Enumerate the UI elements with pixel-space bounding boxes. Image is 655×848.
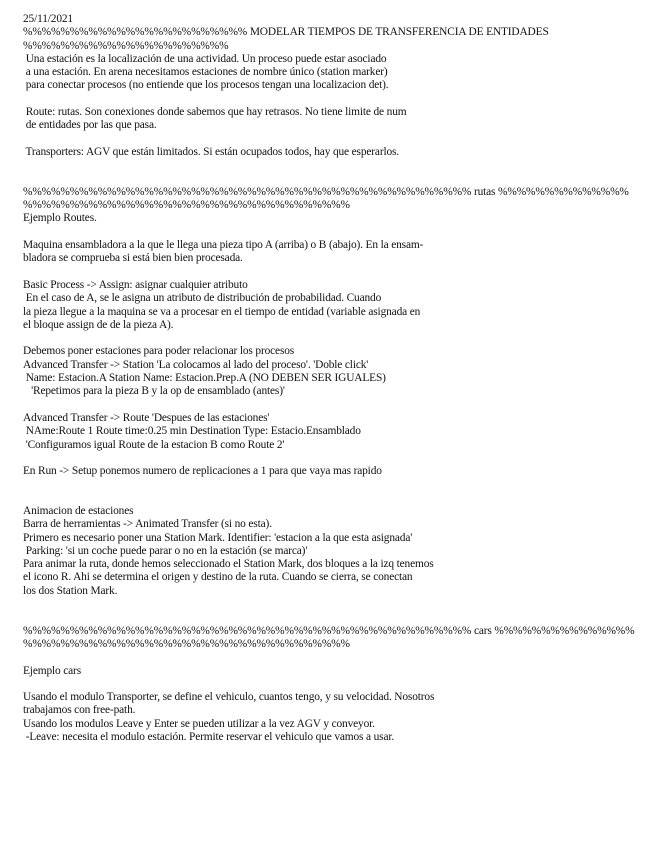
text-line: %%%%%%%%%%%%%%%%%%%%%%%% MODELAR TIEMPOS DE TRANSFERENCIA DE ENTIDADES bbox=[23, 26, 549, 39]
text-line: Parking: 'si un coche puede parar o no en la estación (se marca)' bbox=[23, 544, 308, 557]
text-line: %%%%%%%%%%%%%%%%%%%%%%%%%%%%%%%%%%% bbox=[23, 637, 350, 650]
blank-line bbox=[23, 173, 648, 186]
blank-line bbox=[23, 133, 648, 146]
blank-line bbox=[23, 651, 648, 664]
text-line: Para animar la ruta, donde hemos seleccionado el Station Mark, dos bloques a la izq tenemos bbox=[23, 558, 434, 571]
text-line: %%%%%%%%%%%%%%%%%%%%%%%%%%%%%%%%%%% bbox=[23, 199, 350, 212]
text-line: Animacion de estaciones bbox=[23, 504, 134, 517]
text-line: el icono R. Ahi se determina el origen y destino de la ruta. Cuando se cierra, se conectan bbox=[23, 571, 413, 584]
blank-line bbox=[23, 678, 648, 691]
blank-line bbox=[23, 611, 648, 624]
blank-line bbox=[23, 492, 648, 505]
text-line: el bloque assign de de la pieza A). bbox=[23, 318, 174, 331]
blank-line bbox=[23, 478, 648, 491]
text-line: a una estación. En arena necesitamos estaciones de nombre único (station marker) bbox=[23, 66, 388, 79]
blank-line bbox=[23, 399, 648, 412]
text-line: %%%%%%%%%%%%%%%%%%%%%%%%%%%%%%%%%%%%%%%%%%%%%%%% rutas %%%%%%%%%%%%%% bbox=[23, 185, 629, 198]
text-line: Barra de herramientas -> Animated Transfer (si no esta). bbox=[23, 518, 272, 531]
text-line: bladora se comprueba si está bien bien procesada. bbox=[23, 252, 243, 265]
text-line: Advanced Transfer -> Station 'La colocamos al lado del proceso'. 'Doble click' bbox=[23, 358, 369, 371]
text-line: la pieza llegue a la maquina se va a procesar en el tiempo de entidad (variable asignada en bbox=[23, 305, 421, 318]
text-line: 'Configuramos igual Route de la estacion B como Route 2' bbox=[23, 438, 285, 451]
text-line: Route: rutas. Son conexiones donde sabemos que hay retrasos. No tiene limite de num bbox=[23, 106, 407, 119]
blank-line bbox=[23, 266, 648, 279]
text-line: Basic Process -> Assign: asignar cualquier atributo bbox=[23, 278, 248, 291]
text-line: Name: Estacion.A Station Name: Estacion.Prep.A (NO DEBEN SER IGUALES) bbox=[23, 372, 386, 385]
text-line: 25/11/2021 bbox=[23, 13, 73, 25]
text-line: %%%%%%%%%%%%%%%%%%%%%%%%%%%%%%%%%%%%%%%%%%%%%%%% cars %%%%%%%%%%%%%%% bbox=[23, 624, 635, 637]
text-line: para conectar procesos (no entiende que los procesos tengan una localizacion det). bbox=[23, 79, 389, 92]
text-line: En Run -> Setup ponemos numero de replicaciones a 1 para que vaya mas rapido bbox=[23, 465, 382, 478]
text-line: Ejemplo Routes. bbox=[23, 212, 97, 225]
blank-line bbox=[23, 332, 648, 345]
text-line: NAme:Route 1 Route time:0.25 min Destination Type: Estacio.Ensamblado bbox=[23, 425, 361, 438]
text-line: %%%%%%%%%%%%%%%%%%%%%% bbox=[23, 39, 229, 52]
text-line: Maquina ensambladora a la que le llega una pieza tipo A (arriba) o B (abajo). En la ensam- bbox=[23, 239, 424, 252]
text-line: Usando los modulos Leave y Enter se pueden utilizar a la vez AGV y conveyor. bbox=[23, 717, 375, 730]
text-line: de entidades por las que pasa. bbox=[23, 119, 157, 132]
text-line: Una estación es la localización de una actividad. Un proceso puede estar asociado bbox=[23, 52, 387, 65]
document-page bbox=[23, 13, 648, 744]
text-line: Usando el modulo Transporter, se define el vehiculo, cuantos tengo, y su velocidad. Nosotros bbox=[23, 691, 435, 704]
text-line: Advanced Transfer -> Route 'Despues de las estaciones' bbox=[23, 411, 270, 424]
text-line: trabajamos con free-path. bbox=[23, 704, 136, 717]
blank-line bbox=[23, 93, 648, 106]
text-line: los dos Station Mark. bbox=[23, 584, 118, 597]
text-line: 'Repetimos para la pieza B y la op de ensamblado (antes)' bbox=[23, 385, 285, 398]
blank-line bbox=[23, 452, 648, 465]
text-line: Primero es necesario poner una Station Mark. Identifier: 'estacion a la que esta asignada' bbox=[23, 531, 413, 544]
blank-line bbox=[23, 159, 648, 172]
blank-line bbox=[23, 226, 648, 239]
text-line: Ejemplo cars bbox=[23, 664, 81, 677]
text-line: Debemos poner estaciones para poder relacionar los procesos bbox=[23, 345, 295, 358]
text-line: Transporters: AGV que están limitados. Si están ocupados todos, hay que esperarlos. bbox=[23, 145, 400, 158]
blank-line bbox=[23, 598, 648, 611]
text-line: En el caso de A, se le asigna un atributo de distribución de probabilidad. Cuando bbox=[23, 292, 382, 305]
text-line: -Leave: necesita el modulo estación. Permite reservar el vehiculo que vamos a usar. bbox=[23, 731, 395, 744]
